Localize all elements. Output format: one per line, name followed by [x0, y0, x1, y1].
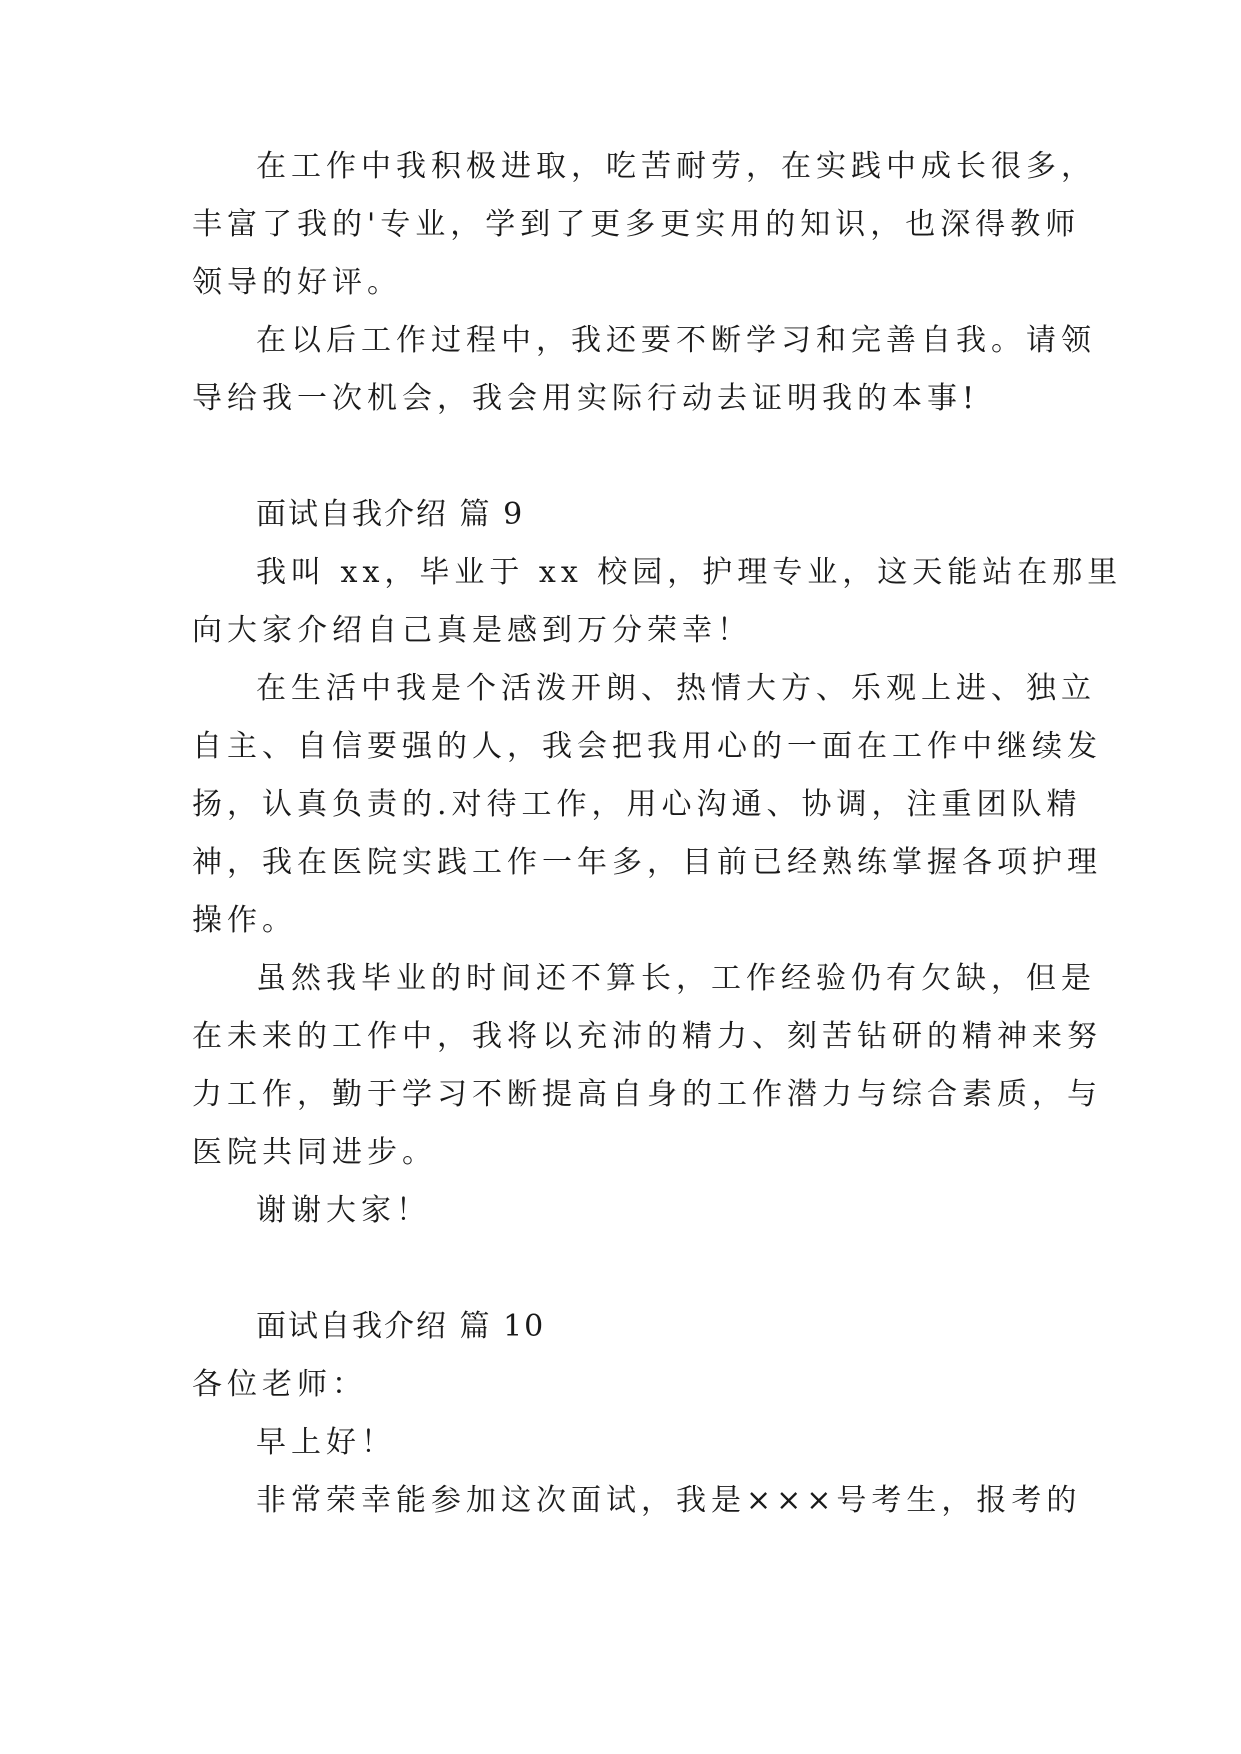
paragraph-line: 丰富了我的'专业，学到了更多更实用的知识，也深得教师: [192, 207, 1081, 242]
paragraph-line: 我叫 xx，毕业于 xx 校园，护理专业，这天能站在那里: [256, 555, 1123, 590]
paragraph-line: 在未来的工作中，我将以充沛的精力、刻苦钻研的精神来努: [192, 1019, 1102, 1054]
paragraph-line: 医院共同进步。: [192, 1135, 437, 1170]
paragraph-line: 力工作，勤于学习不断提高自身的工作潜力与综合素质，与: [192, 1077, 1102, 1112]
paragraph-line: 早上好！: [256, 1425, 396, 1460]
paragraph-line: 非常荣幸能参加这次面试，我是×××号考生，报考的: [256, 1483, 1082, 1518]
paragraph-line: 虽然我毕业的时间还不算长，工作经验仍有欠缺，但是: [256, 961, 1096, 996]
section-heading: 面试自我介绍 篇 9: [256, 497, 525, 532]
paragraph-line: 自主、自信要强的人，我会把我用心的一面在工作中继续发: [192, 729, 1102, 764]
paragraph-line: 各位老师：: [192, 1367, 367, 1402]
paragraph-line: 扬，认真负责的.对待工作，用心沟通、协调，注重团队精: [192, 787, 1082, 822]
paragraph-line: 神，我在医院实践工作一年多，目前已经熟练掌握各项护理: [192, 845, 1102, 880]
paragraph-line: 领导的好评。: [192, 265, 402, 300]
paragraph-line: 向大家介绍自己真是感到万分荣幸！: [192, 613, 752, 648]
paragraph-line: 在工作中我积极进取，吃苦耐劳，在实践中成长很多，: [256, 149, 1096, 184]
paragraph-line: 操作。: [192, 903, 297, 938]
paragraph-line: 导给我一次机会，我会用实际行动去证明我的本事!: [192, 381, 980, 416]
paragraph-line: 谢谢大家！: [256, 1193, 431, 1228]
paragraph-line: 在以后工作过程中，我还要不断学习和完善自我。请领: [256, 323, 1096, 358]
section-heading: 面试自我介绍 篇 10: [256, 1309, 546, 1344]
paragraph-line: 在生活中我是个活泼开朗、热情大方、乐观上进、独立: [256, 671, 1096, 706]
